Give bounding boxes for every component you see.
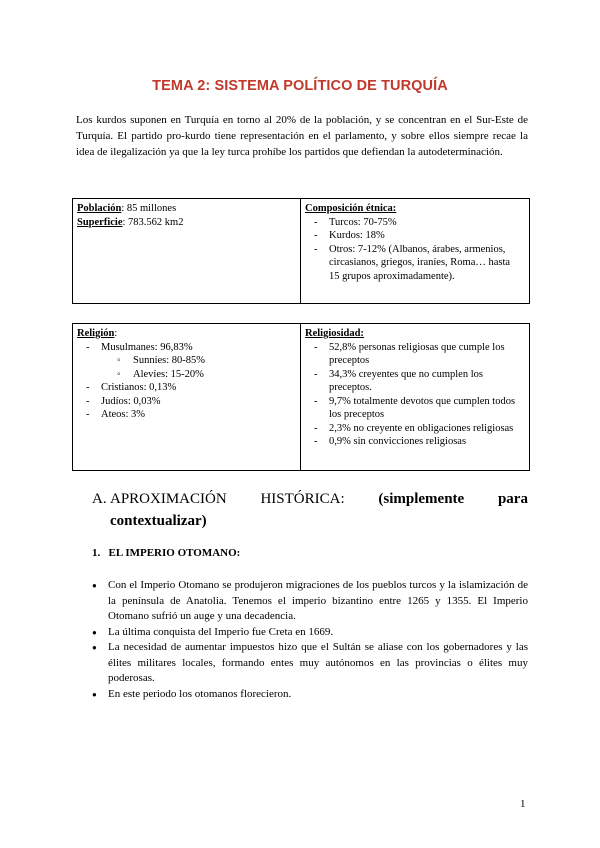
list-item: - Turcos: 70-75% (305, 216, 525, 230)
surface-value: : 783.562 km2 (122, 216, 184, 228)
ethnic-list (305, 216, 525, 284)
demographics-table (72, 198, 530, 304)
subsection-heading: 1. EL IMPERIO OTOMANO: (92, 547, 241, 559)
list-item: - 2,3% no creyente en obligaciones religiosas (305, 422, 525, 436)
religiosity-cell (301, 324, 529, 470)
religion-cell (73, 324, 301, 470)
heading-word: APROXIMACIÓN (110, 491, 227, 507)
religiosity-list (305, 341, 525, 449)
heading-word: para (497, 491, 528, 507)
section-letter: A. (92, 491, 107, 507)
list-item: - Ateos: 3% (77, 408, 296, 422)
list-item: - 0,9% sin convicciones religiosas (305, 435, 525, 449)
heading-word: (simplemente (378, 491, 465, 507)
list-item: ● La última conquista del Imperio fue Creta en 1669. (92, 625, 528, 641)
list-item: - 9,7% totalmente devotos que cumplen todos los preceptos (305, 395, 525, 422)
surface-label: Superficie (77, 216, 123, 228)
list-item: - 52,8% personas religiosas que cumple los preceptos (305, 341, 525, 368)
list-item: - 34,3% creyentes que no cumplen los preceptos. (305, 368, 525, 395)
intro-paragraph: Los kurdos suponen en Turquía en torno al 20% de la población, y se concentran en el Sur-Este de Turquía. El partido pro-kurdo tiene representación en el parlamento, y sobre ellos siempre recae la idea de ilegalización ya que la ley turca prohíbe los partidos que defiendan la autodeterminación. (76, 114, 528, 158)
list-item: ● La necesidad de aumentar impuestos hizo que el Sultán se aliase con los gobernadores y las élites militares locales, formando entes muy autónomos en las provincias o élites muy poderosas. (92, 640, 528, 687)
list-item: - Otros: 7-12% (Albanos, árabes, armenios, circasianos, griegos, iraníes, Roma… hasta 15 grupos aproximadamente). (305, 243, 525, 284)
ethnic-composition-cell (301, 199, 529, 303)
list-item: ● En este periodo los otomanos florecieron. (92, 687, 528, 703)
list-item: - Cristianos: 0,13% (77, 381, 296, 395)
heading-word: HISTÓRICA: (260, 491, 345, 507)
population-value: : 85 millones (121, 203, 177, 214)
religion-colon: : (114, 328, 118, 339)
religiosity-label: Religiosidad: (305, 328, 364, 339)
page-title: TEMA 2: SISTEMA POLÍTICO DE TURQUÍA (152, 78, 448, 94)
section-heading-line1 (110, 488, 528, 510)
population-cell (73, 199, 301, 303)
bullet-list (92, 578, 528, 702)
list-item: - Judíos: 0,03% (77, 395, 296, 409)
religion-table (72, 323, 530, 471)
population-label: Población (77, 203, 122, 214)
list-item: - Musulmanes: 96,83% (77, 341, 296, 355)
page-number: 1 (520, 798, 526, 810)
list-item: ◦ Sunníes: 80-85% (77, 354, 296, 368)
list-item: ● Con el Imperio Otomano se produjeron migraciones de los pueblos turcos y la islamización de la península de Anatolia. Tenemos el imperio bizantino entre 1265 y 1355. El Imperio Otomano sufrió un auge y una decadencia. (92, 578, 528, 625)
religion-label: Religión (77, 328, 115, 339)
section-heading-line2: contextualizar) (110, 513, 207, 529)
ethnic-composition-label: Composición étnica: (305, 203, 397, 214)
list-item: - Kurdos: 18% (305, 229, 525, 243)
religion-list (77, 341, 296, 422)
list-item: ◦ Alevíes: 15-20% (77, 368, 296, 382)
